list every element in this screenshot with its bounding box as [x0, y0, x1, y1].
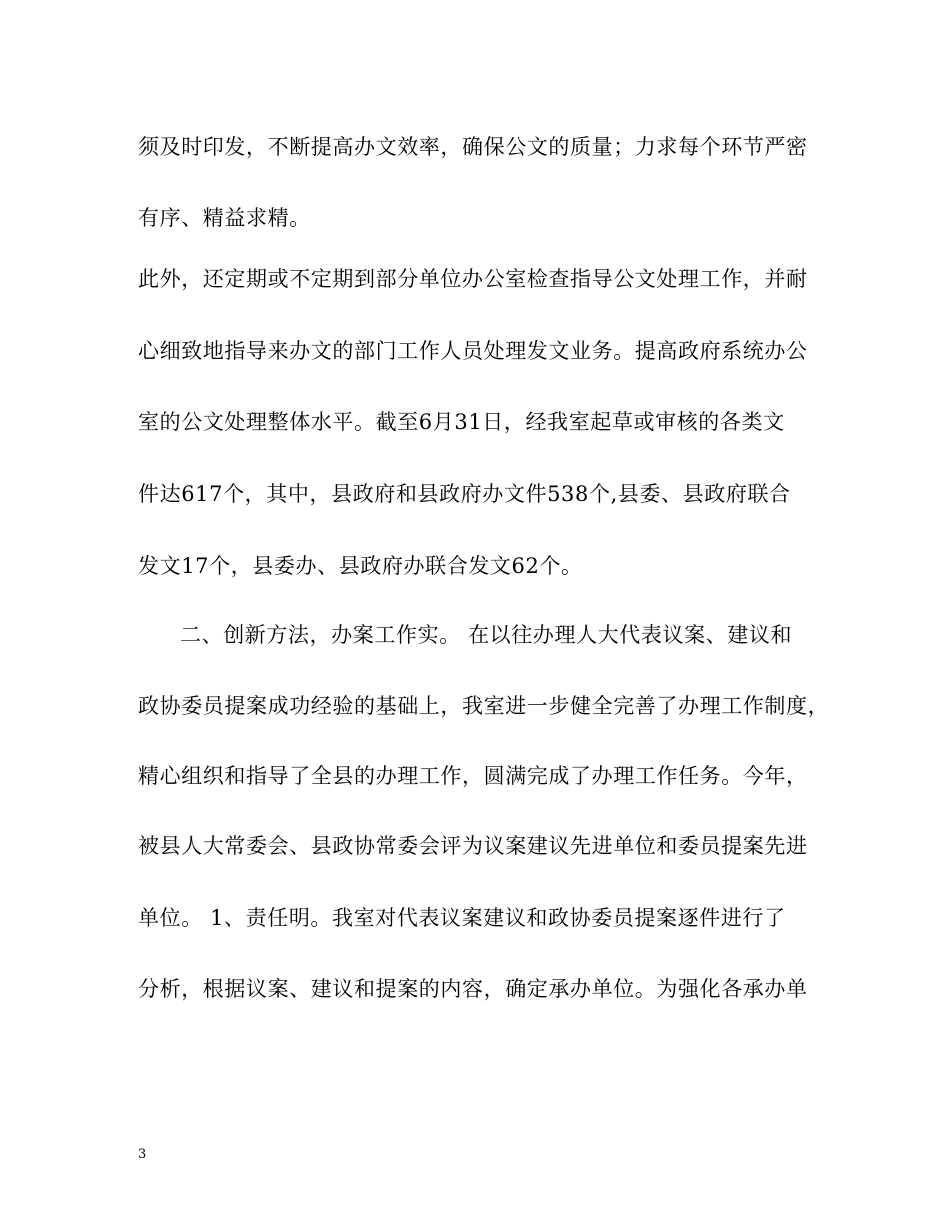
- body-text-line: 单位。 1、责任明。我室对代表议案建议和政协委员提案逐件进行了: [138, 906, 786, 930]
- body-text-line: 须及时印发，不断提高办文效率，确保公文的质量；力求每个环节严密: [138, 135, 808, 159]
- body-text-line: 心细致地指导来办文的部门工作人员处理发文业务。提高政府系统办公: [138, 339, 808, 363]
- body-text-line: 发文17个，县委办、县政府办联合发文62个。: [138, 554, 583, 578]
- body-text-line: 室的公文处理整体水平。截至6月31日，经我室起草或审核的各类文: [138, 410, 785, 434]
- body-text-line: 分析，根据议案、建议和提案的内容，确定承办单位。为强化各承办单: [138, 977, 808, 1001]
- page-number: 3: [138, 1147, 147, 1162]
- body-text-line: 被县人大常委会、县政协常委会评为议案建议先进单位和委员提案先进: [138, 834, 808, 858]
- body-text-line: 有序、精益求精。: [138, 206, 311, 230]
- body-text-line: 此外，还定期或不定期到部分单位办公室检查指导公文处理工作，并耐: [138, 267, 808, 291]
- body-text-line: 精心组织和指导了全县的办理工作，圆满完成了办理工作任务。今年，: [138, 764, 808, 788]
- body-text-line: 件达617个，其中，县政府和县政府办文件538个,县委、县政府联合: [138, 482, 791, 506]
- section-heading-line: 二、创新方法，办案工作实。 在以往办理人大代表议案、建议和: [180, 623, 793, 647]
- body-text-line: 政协委员提案成功经验的基础上，我室进一步健全完善了办理工作制度，: [138, 694, 830, 718]
